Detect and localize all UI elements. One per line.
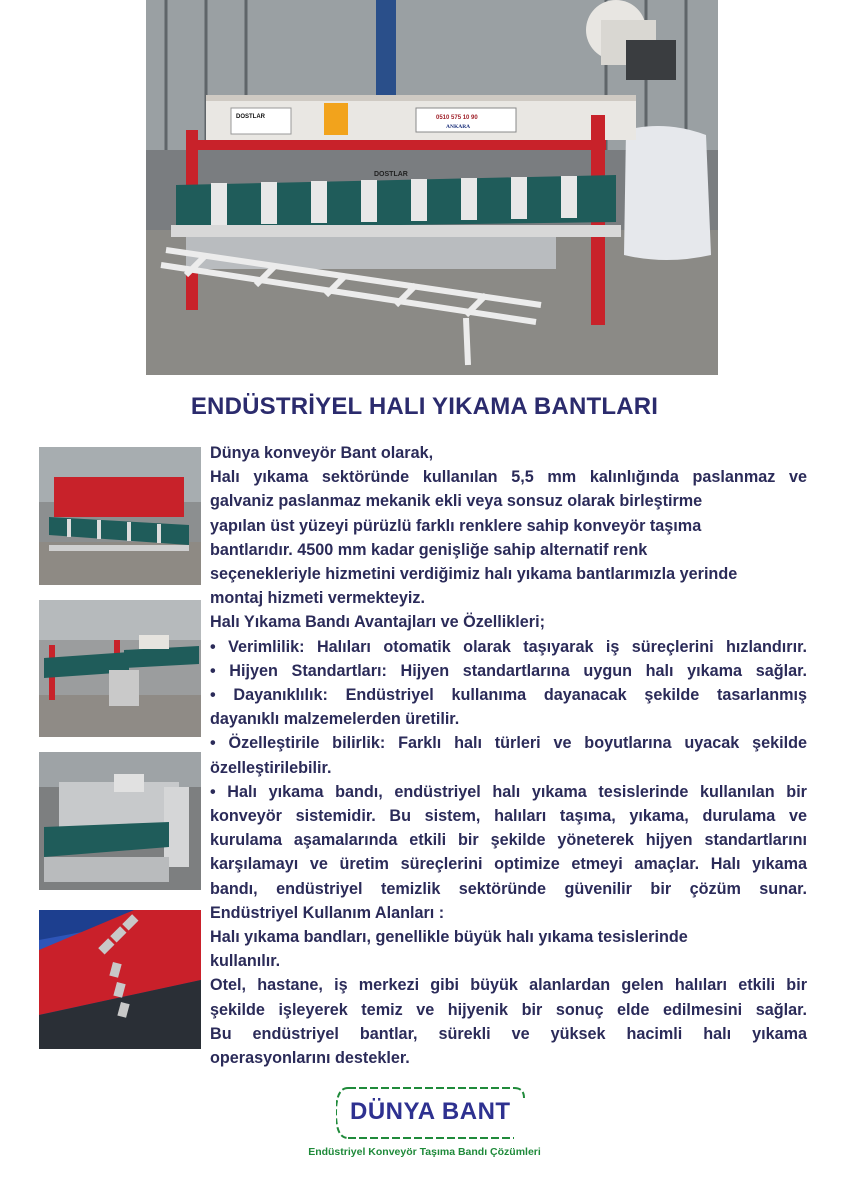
body-text <box>210 441 807 1070</box>
text-line: galvaniz paslanmaz mekanik ekli veya sonsuz olarak birleştirme <box>210 492 703 511</box>
belt-brand-label: DOSTLAR <box>374 171 408 178</box>
text-line: kurulama aşamalarında etkili bir şekilde yöneterek hijyen standartlarını <box>210 831 807 850</box>
bullet-hygiene: • Hijyen Standartları: Hijyen standartlarına uygun halı yıkama sağlar. <box>210 661 807 680</box>
section-heading-advantages: Halı Yıkama Bandı Avantajları ve Özellikleri; <box>210 613 545 632</box>
text-line: Dünya konveyör Bant olarak, <box>210 444 434 462</box>
side-photo-2-illustration <box>39 600 201 737</box>
dunya-bant-logo <box>336 1084 526 1144</box>
side-photo-belt-colors-closeup <box>39 910 201 1049</box>
side-photo-1-illustration <box>39 447 201 585</box>
side-photo-steel-machine <box>39 752 201 890</box>
text-line: şekilde işleyerek temiz ve hijyenik bir sonuç elde edilmesini sağlar. <box>210 1000 807 1019</box>
logo-text: DÜNYA BANT <box>350 1098 511 1125</box>
bullet-durability: • Dayanıklılık: Endüstriyel kullanıma dayanacak şekilde tasarlanmış <box>210 686 807 705</box>
side-photo-3-illustration <box>39 752 201 890</box>
text-line: karşılamayı ve üretim süreçlerini optimize etmeyi amaçlar. Halı yıkama <box>210 855 807 874</box>
text-line: Otel, hastane, iş merkezi gibi büyük alanlardan gelen halıları etkili bir <box>210 976 807 995</box>
bullet-customization: • Özelleştirile bilirlik: Farklı halı türleri ve boyutlarına uyacak şekilde <box>210 734 807 753</box>
hero-illustration <box>146 0 718 375</box>
text-line: Halı yıkama bandları, genellikle büyük halı yıkama tesislerinde <box>210 928 688 947</box>
text-line: konveyör sistemidir. Bu sistem, halıları taşıma, yıkama, durulama ve <box>210 807 807 826</box>
bullet-system: • Halı yıkama bandı, endüstriyel halı yıkama tesislerinde kullanılan bir <box>210 782 807 801</box>
machine-label-brand: DOSTLAR <box>236 114 265 120</box>
text-line: operasyonlarını destekler. <box>210 1049 410 1068</box>
text-line: Bu endüstriyel bantlar, sürekli ve yüksek hacimli halı yıkama <box>210 1024 807 1043</box>
section-heading-usage: Endüstriyel Kullanım Alanları : <box>210 903 445 922</box>
side-photo-4-illustration <box>39 910 201 1049</box>
page-title: ENDÜSTRİYEL HALI YIKAMA BANTLARI <box>190 393 659 420</box>
bullet-efficiency: • Verimlilik: Halıları otomatik olarak taşıyarak iş süreçlerini hızlandırır. <box>210 637 807 656</box>
text-line: montaj hizmeti vermekteyiz. <box>210 589 426 608</box>
text-line: Halı yıkama sektöründe kullanılan 5,5 mm kalınlığında paslanmaz ve <box>210 468 807 487</box>
text-line: özelleştirilebilir. <box>210 758 332 777</box>
brand-tagline: Endüstriyel Konveyör Taşıma Bandı Çözümleri <box>308 1146 541 1158</box>
text-line: bantlarıdır. 4500 mm kadar genişliğe sahip alternatif renk <box>210 540 648 559</box>
side-photo-twin-machines <box>39 600 201 737</box>
text-line: yapılan üst yüzeyi pürüzlü farklı renklere sahip konveyör taşıma <box>210 516 702 535</box>
hero-photo-carpet-washing-machine <box>146 0 718 375</box>
text-line: bandı, endüstriyel temizlik sektöründe güvenilir bir çözüm sunar. <box>210 879 807 898</box>
text-line: seçenekleriyle hizmetini verdiğimiz halı yıkama bantlarımızla yerinde <box>210 565 738 584</box>
text-line: dayanıklı malzemelerden üretilir. <box>210 710 460 729</box>
machine-label-phone: 0510 575 10 90 <box>436 115 478 121</box>
text-line: kullanılır. <box>210 952 281 971</box>
machine-label-city: ANKARA <box>446 124 471 130</box>
side-photo-red-line-machine <box>39 447 201 585</box>
